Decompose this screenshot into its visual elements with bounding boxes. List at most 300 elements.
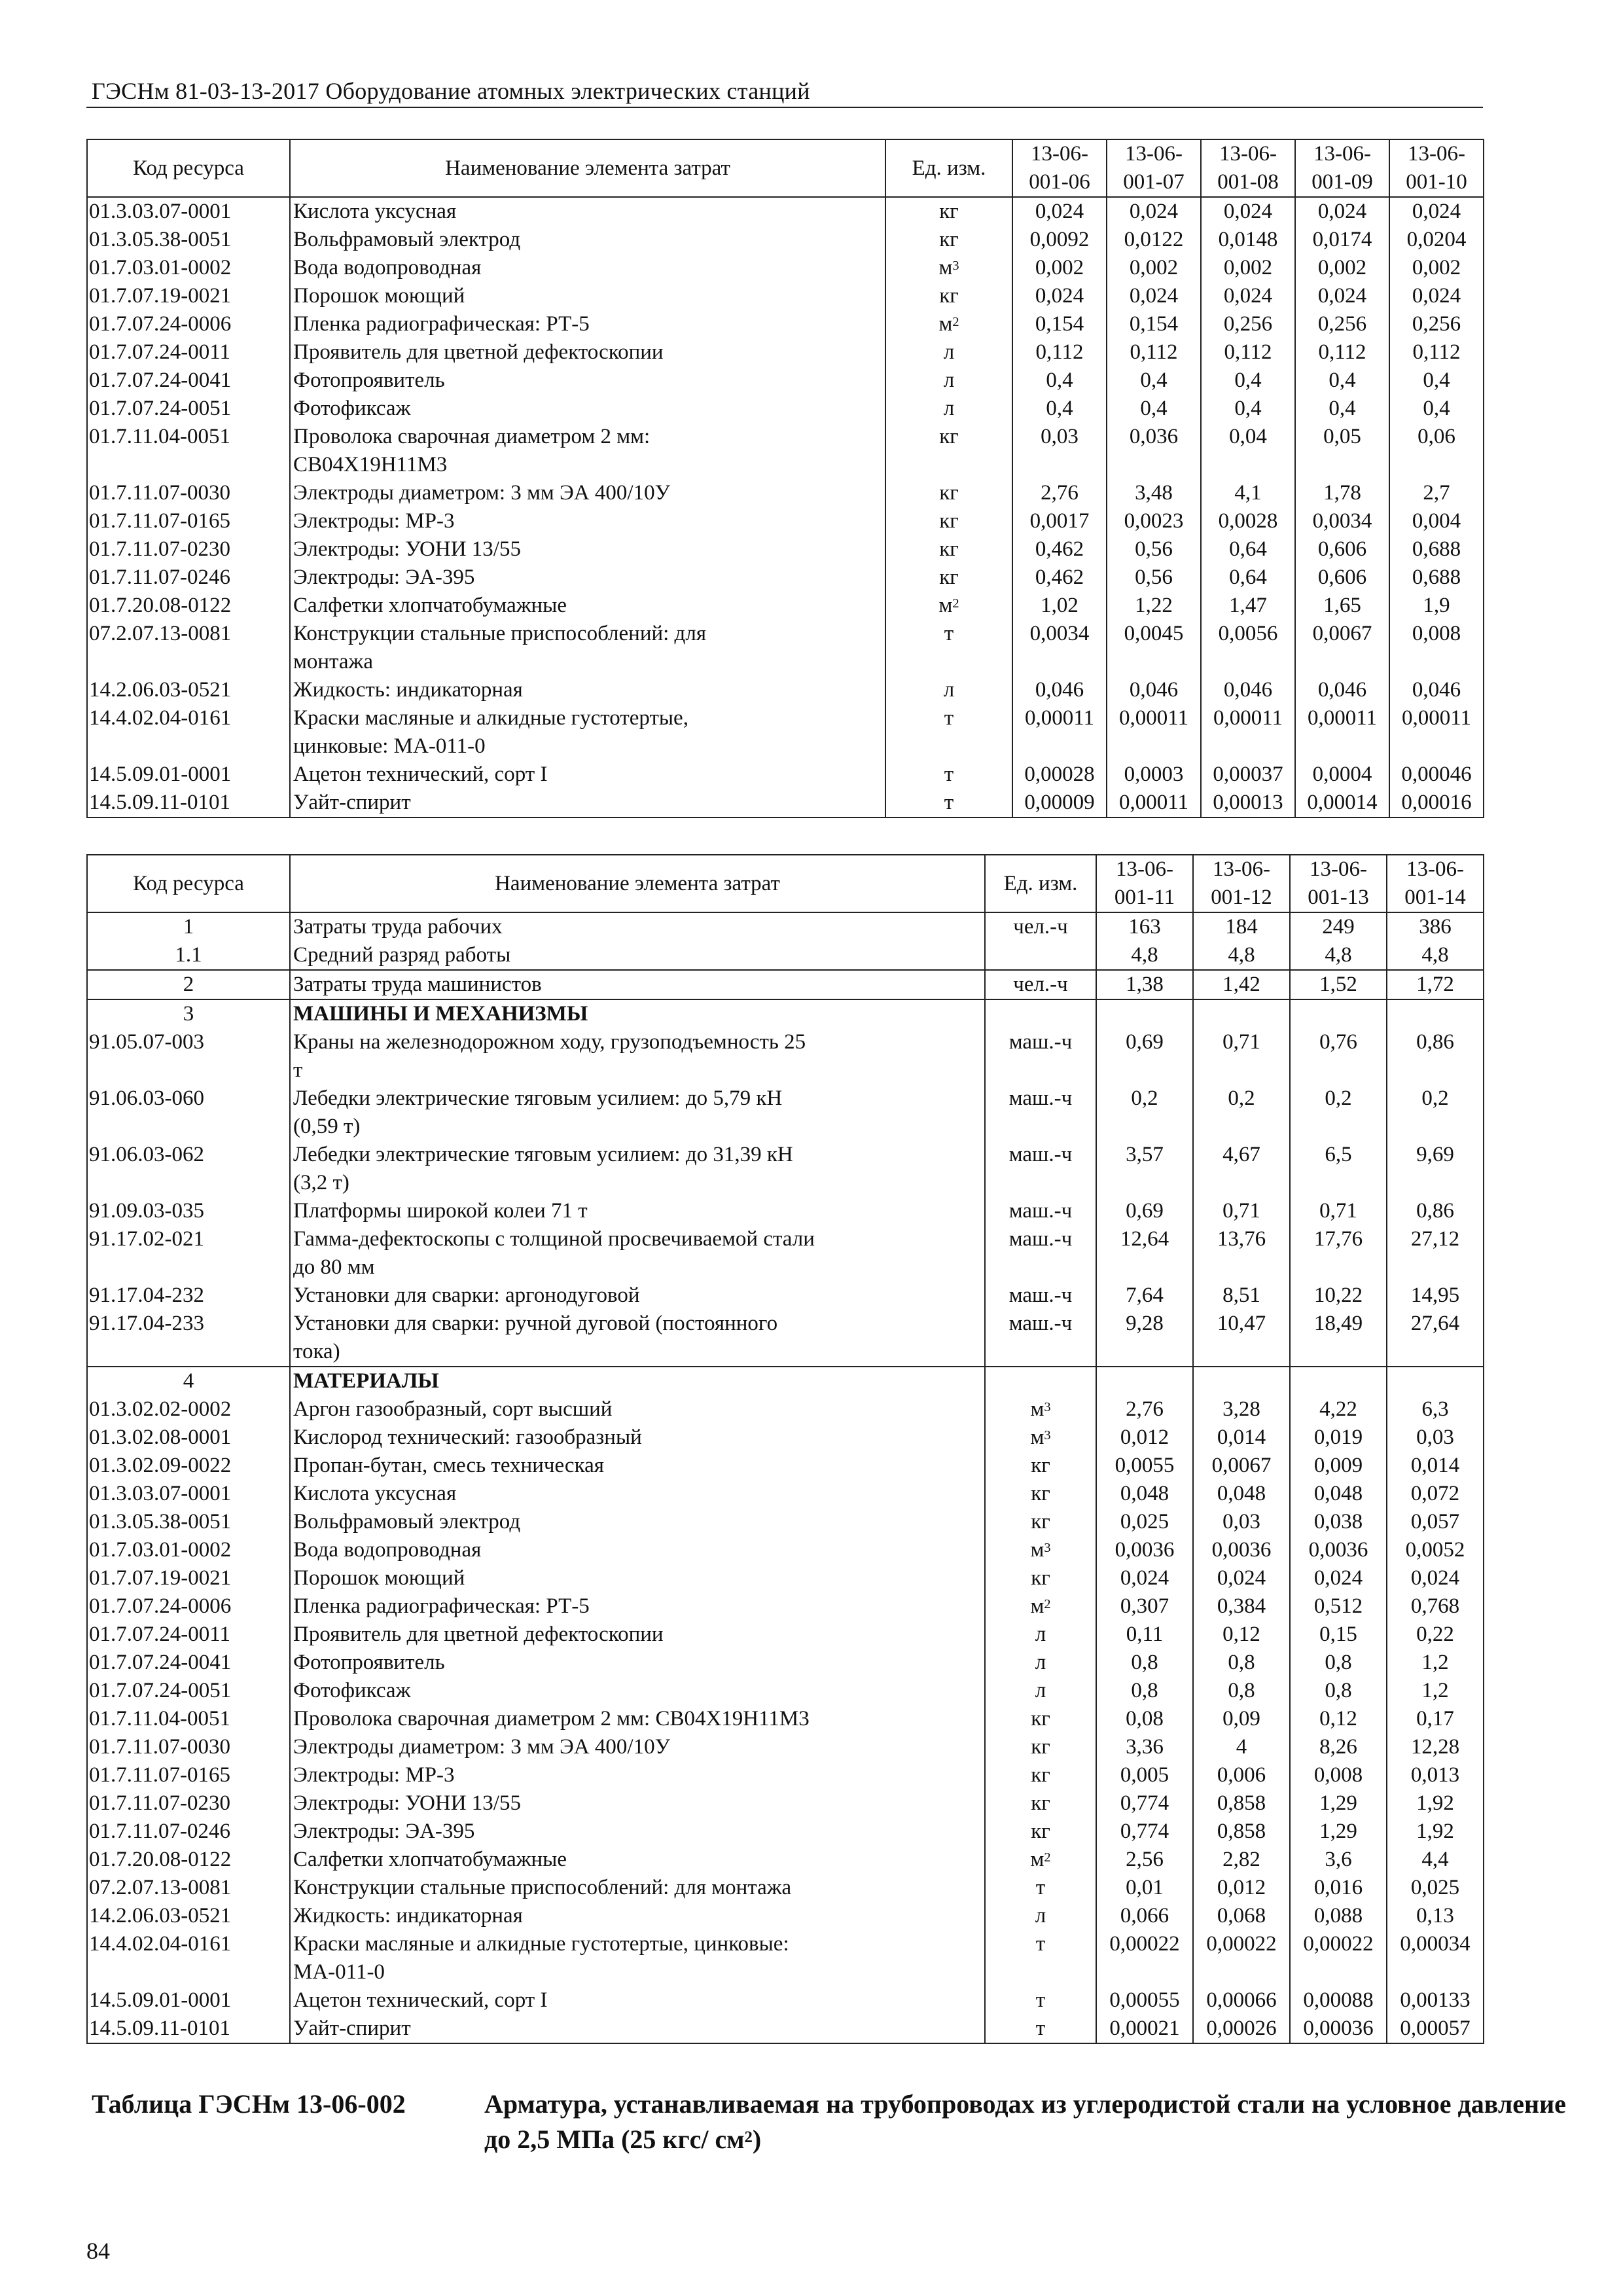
- norm-value: 14,95: [1387, 1282, 1484, 1310]
- norm-value: 0,462: [1012, 535, 1107, 564]
- resource-name: Электроды: МР-3: [290, 1761, 985, 1789]
- table-row: [87, 1789, 1484, 1818]
- norm-value: 0,002: [1389, 254, 1484, 282]
- table-row: [87, 310, 1484, 338]
- resource-table-1: [86, 139, 1484, 818]
- norm-value: 0,072: [1387, 1480, 1484, 1508]
- resource-unit: л: [885, 367, 1012, 395]
- norm-value: 0,86: [1387, 1028, 1484, 1085]
- norm-value: 7,64: [1096, 1282, 1193, 1310]
- resource-unit: $м^3$: [985, 1536, 1096, 1564]
- resource-unit: чел.-ч: [985, 912, 1096, 941]
- resource-code: 14.5.09.11-0101: [87, 2015, 290, 2043]
- norm-value: 0,004: [1389, 507, 1484, 535]
- norm-value: 8,26: [1290, 1733, 1387, 1761]
- header-col: 13-06-001-09: [1295, 139, 1389, 197]
- norm-value: 0,56: [1107, 564, 1201, 592]
- norm-value: 1,52: [1290, 970, 1387, 999]
- resource-code: 01.7.11.04-0051: [87, 423, 290, 479]
- norm-value: 0,08: [1096, 1705, 1193, 1733]
- resource-code: 01.7.07.24-0011: [87, 1621, 290, 1649]
- norm-value: 1,9: [1389, 592, 1484, 620]
- norm-value: 0,774: [1096, 1818, 1193, 1846]
- resource-name: Кислород технический: газообразный: [290, 1424, 985, 1452]
- norm-value: 0,154: [1012, 310, 1107, 338]
- norm-value: 0,15: [1290, 1621, 1387, 1649]
- norm-value: 0,024: [1012, 197, 1107, 226]
- resource-unit: кг: [985, 1508, 1096, 1536]
- norm-value: 10,22: [1290, 1282, 1387, 1310]
- table-row: [87, 1085, 1484, 1141]
- norm-value: 0,024: [1193, 1564, 1290, 1592]
- norm-value: 0,024: [1107, 197, 1201, 226]
- table-row: [87, 1452, 1484, 1480]
- norm-value: 4,1: [1201, 479, 1295, 507]
- resource-name: Фотопроявитель: [290, 367, 885, 395]
- norm-value: 0,002: [1107, 254, 1201, 282]
- norm-value: 9,69: [1387, 1141, 1484, 1197]
- resource-name: Конструкции стальные приспособлений: для монтажа: [290, 1874, 985, 1902]
- resource-unit: $м^3$: [985, 1395, 1096, 1424]
- table-row: [87, 1508, 1484, 1536]
- running-header: ГЭСНм 81-03-13-2017 Оборудование атомных электрических станций: [92, 78, 810, 104]
- norm-value: 0,05: [1295, 423, 1389, 479]
- table-row: [87, 1986, 1484, 2015]
- page-number: 84: [86, 2238, 110, 2264]
- norm-value: 2,7: [1389, 479, 1484, 507]
- norm-value: 1,42: [1193, 970, 1290, 999]
- norm-value: 0,00013: [1201, 789, 1295, 817]
- table-row: [87, 226, 1484, 254]
- resource-code: 91.09.03-035: [87, 1197, 290, 1225]
- norm-value: 0,0055: [1096, 1452, 1193, 1480]
- resource-unit: $м^2$: [885, 592, 1012, 620]
- norm-value: 0,512: [1290, 1592, 1387, 1621]
- norm-value: 0,0067: [1193, 1452, 1290, 1480]
- norm-value: 0,12: [1193, 1621, 1290, 1649]
- resource-unit: кг: [885, 282, 1012, 310]
- norm-value: 0,00055: [1096, 1986, 1193, 2015]
- table-row: [87, 1225, 1484, 1282]
- resource-unit: кг: [885, 479, 1012, 507]
- norm-value: 0,768: [1387, 1592, 1484, 1621]
- resource-unit: маш.-ч: [985, 1225, 1096, 1282]
- resource-name: Салфетки хлопчатобумажные: [290, 592, 885, 620]
- resource-name: Лебедки электрические тяговым усилием: до 5,79 кН (0,59 т): [290, 1085, 985, 1141]
- norm-value: 0,002: [1012, 254, 1107, 282]
- norm-value: 0,11: [1096, 1621, 1193, 1649]
- table-row: [87, 254, 1484, 282]
- resource-name: Порошок моющий: [290, 282, 885, 310]
- norm-value: 184: [1193, 912, 1290, 941]
- table-row: [87, 941, 1484, 970]
- norm-value: 0,8: [1193, 1677, 1290, 1705]
- table-row: [87, 367, 1484, 395]
- norm-value: [1096, 999, 1193, 1028]
- norm-value: 0,0023: [1107, 507, 1201, 535]
- resource-code: 01.7.11.07-0230: [87, 535, 290, 564]
- norm-value: 0,0045: [1107, 620, 1201, 676]
- norm-value: 0,4: [1201, 395, 1295, 423]
- resource-code: 91.17.02-021: [87, 1225, 290, 1282]
- norm-value: 0,057: [1387, 1508, 1484, 1536]
- norm-value: 6,3: [1387, 1395, 1484, 1424]
- norm-value: 1,92: [1387, 1789, 1484, 1818]
- resource-code: 14.5.09.01-0001: [87, 1986, 290, 2015]
- table-row: [87, 507, 1484, 535]
- table-row: [87, 789, 1484, 817]
- resource-unit: кг: [885, 197, 1012, 226]
- norm-value: 4,8: [1387, 941, 1484, 970]
- norm-value: 0,2: [1387, 1085, 1484, 1141]
- resource-name: Электроды: УОНИ 13/55: [290, 535, 885, 564]
- table-row: [87, 1141, 1484, 1197]
- resource-table-2: [86, 854, 1484, 2044]
- table-row: [87, 1282, 1484, 1310]
- resource-unit: кг: [885, 564, 1012, 592]
- resource-name: Вольфрамовый электрод: [290, 1508, 985, 1536]
- resource-code: 01.7.11.07-0165: [87, 507, 290, 535]
- resource-unit: кг: [885, 535, 1012, 564]
- norm-value: 0,0017: [1012, 507, 1107, 535]
- norm-value: 0,86: [1387, 1197, 1484, 1225]
- norm-value: [1387, 999, 1484, 1028]
- norm-value: 0,2: [1290, 1085, 1387, 1141]
- norm-value: 1,38: [1096, 970, 1193, 999]
- norm-value: 0,014: [1387, 1452, 1484, 1480]
- norm-value: 0,03: [1387, 1424, 1484, 1452]
- table-row: [87, 1367, 1484, 1395]
- resource-unit: л: [985, 1649, 1096, 1677]
- norm-value: 0,0034: [1295, 507, 1389, 535]
- resource-name: МАТЕРИАЛЫ: [290, 1367, 985, 1395]
- norm-value: 1,92: [1387, 1818, 1484, 1846]
- table-header-row: [87, 139, 1484, 197]
- resource-name: Электроды: УОНИ 13/55: [290, 1789, 985, 1818]
- header-col: 13-06-001-07: [1107, 139, 1201, 197]
- norm-value: 0,019: [1290, 1424, 1387, 1452]
- norm-value: 0,0204: [1389, 226, 1484, 254]
- norm-value: 0,012: [1193, 1874, 1290, 1902]
- norm-value: 1,47: [1201, 592, 1295, 620]
- resource-name: Лебедки электрические тяговым усилием: до 31,39 кН (3,2 т): [290, 1141, 985, 1197]
- norm-value: 0,0028: [1201, 507, 1295, 535]
- norm-value: 13,76: [1193, 1225, 1290, 1282]
- table-row: [87, 1310, 1484, 1367]
- resource-unit: т: [985, 2015, 1096, 2043]
- norm-value: 1,02: [1012, 592, 1107, 620]
- norm-value: 0,024: [1201, 282, 1295, 310]
- norm-value: 0,76: [1290, 1028, 1387, 1085]
- resource-unit: кг: [985, 1761, 1096, 1789]
- norm-value: 0,0036: [1193, 1536, 1290, 1564]
- norm-value: 4,4: [1387, 1846, 1484, 1874]
- resource-code: 14.4.02.04-0161: [87, 1930, 290, 1986]
- resource-name: Электроды: МР-3: [290, 507, 885, 535]
- norm-value: 0,024: [1295, 197, 1389, 226]
- norm-value: [1290, 1367, 1387, 1395]
- norm-value: 0,606: [1295, 535, 1389, 564]
- resource-name: Установки для сварки: аргонодуговой: [290, 1282, 985, 1310]
- header-rule: [86, 107, 1483, 108]
- table-row: [87, 620, 1484, 676]
- norm-value: 0,005: [1096, 1761, 1193, 1789]
- resource-unit: кг: [985, 1452, 1096, 1480]
- norm-value: 0,036: [1107, 423, 1201, 479]
- resource-name: Затраты труда рабочих: [290, 912, 985, 941]
- norm-value: [1193, 999, 1290, 1028]
- norm-value: 0,71: [1193, 1028, 1290, 1085]
- resource-code: 01.7.07.24-0051: [87, 395, 290, 423]
- norm-value: 0,384: [1193, 1592, 1290, 1621]
- table-row: [87, 761, 1484, 789]
- norm-value: 4,8: [1193, 941, 1290, 970]
- norm-value: 0,00028: [1012, 761, 1107, 789]
- norm-value: 0,002: [1201, 254, 1295, 282]
- norm-value: 0,006: [1193, 1761, 1290, 1789]
- table-row: [87, 1761, 1484, 1789]
- resource-unit: кг: [985, 1564, 1096, 1592]
- resource-code: 4: [87, 1367, 290, 1395]
- resource-code: 01.3.05.38-0051: [87, 226, 290, 254]
- header-col: 13-06-001-11: [1096, 855, 1193, 912]
- norm-value: 0,0148: [1201, 226, 1295, 254]
- resource-code: 2: [87, 970, 290, 999]
- norm-value: 6,5: [1290, 1141, 1387, 1197]
- resource-name: Вода водопроводная: [290, 254, 885, 282]
- resource-unit: л: [885, 338, 1012, 367]
- norm-value: 0,024: [1107, 282, 1201, 310]
- norm-value: 0,00022: [1290, 1930, 1387, 1986]
- norm-value: 0,4: [1012, 367, 1107, 395]
- resource-name: Фотофиксаж: [290, 1677, 985, 1705]
- resource-code: 01.7.03.01-0002: [87, 254, 290, 282]
- table-row: [87, 1197, 1484, 1225]
- resource-name: Гамма-дефектоскопы с толщиной просвечиваемой стали до 80 мм: [290, 1225, 985, 1282]
- resource-code: 01.7.07.24-0011: [87, 338, 290, 367]
- norm-value: 0,64: [1201, 564, 1295, 592]
- norm-value: 3,6: [1290, 1846, 1387, 1874]
- resource-name: Уайт-спирит: [290, 2015, 985, 2043]
- resource-code: 01.7.07.19-0021: [87, 1564, 290, 1592]
- norm-value: 0,8: [1096, 1677, 1193, 1705]
- norm-value: 1,78: [1295, 479, 1389, 507]
- norm-value: 0,024: [1290, 1564, 1387, 1592]
- resource-name: Уайт-спирит: [290, 789, 885, 817]
- norm-value: 0,008: [1290, 1761, 1387, 1789]
- norm-value: 0,112: [1201, 338, 1295, 367]
- norm-value: 0,112: [1012, 338, 1107, 367]
- norm-value: 12,28: [1387, 1733, 1484, 1761]
- table-row: [87, 1874, 1484, 1902]
- resource-name: Краны на железнодорожном ходу, грузоподъемность 25 т: [290, 1028, 985, 1085]
- norm-value: 0,00066: [1193, 1986, 1290, 2015]
- norm-value: 0,088: [1290, 1902, 1387, 1930]
- table-row: [87, 704, 1484, 761]
- table-row: [87, 1677, 1484, 1705]
- resource-code: 3: [87, 999, 290, 1028]
- norm-value: 0,00009: [1012, 789, 1107, 817]
- norm-value: 0,8: [1096, 1649, 1193, 1677]
- resource-unit: [985, 1367, 1096, 1395]
- resource-code: 14.2.06.03-0521: [87, 1902, 290, 1930]
- resource-code: 01.7.20.08-0122: [87, 1846, 290, 1874]
- resource-code: 91.06.03-062: [87, 1141, 290, 1197]
- norm-value: [1193, 1367, 1290, 1395]
- norm-value: 0,046: [1201, 676, 1295, 704]
- resource-unit: кг: [885, 507, 1012, 535]
- norm-value: 0,013: [1387, 1761, 1484, 1789]
- norm-value: 0,8: [1290, 1677, 1387, 1705]
- resource-name: Платформы широкой колеи 71 т: [290, 1197, 985, 1225]
- norm-value: 0,024: [1012, 282, 1107, 310]
- resource-name: Краски масляные и алкидные густотертые, цинковые: МА-011-0: [290, 704, 885, 761]
- norm-value: 0,00057: [1387, 2015, 1484, 2043]
- header-col: 13-06-001-12: [1193, 855, 1290, 912]
- resource-unit: чел.-ч: [985, 970, 1096, 999]
- norm-value: 1,72: [1387, 970, 1484, 999]
- norm-value: 0,0036: [1096, 1536, 1193, 1564]
- resource-code: 01.3.03.07-0001: [87, 197, 290, 226]
- resource-name: Фотопроявитель: [290, 1649, 985, 1677]
- table-row: [87, 970, 1484, 999]
- norm-value: 17,76: [1290, 1225, 1387, 1282]
- norm-value: 0,112: [1389, 338, 1484, 367]
- norm-value: 0,00016: [1389, 789, 1484, 817]
- norm-value: 0,4: [1295, 367, 1389, 395]
- norm-value: 0,0036: [1290, 1536, 1387, 1564]
- resource-code: 07.2.07.13-0081: [87, 1874, 290, 1902]
- header-col: 13-06-001-14: [1387, 855, 1484, 912]
- resource-name: Пленка радиографическая: РТ-5: [290, 1592, 985, 1621]
- resource-code: 1.1: [87, 941, 290, 970]
- resource-code: 01.7.07.24-0041: [87, 367, 290, 395]
- table-row: [87, 676, 1484, 704]
- resource-name: Установки для сварки: ручной дуговой (постоянного тока): [290, 1310, 985, 1367]
- header-col: 13-06-001-08: [1201, 139, 1295, 197]
- resource-name: МАШИНЫ И МЕХАНИЗМЫ: [290, 999, 985, 1028]
- resource-code: 01.7.11.04-0051: [87, 1705, 290, 1733]
- norm-value: 0,4: [1389, 367, 1484, 395]
- table-row: [87, 1902, 1484, 1930]
- table-row: [87, 564, 1484, 592]
- norm-value: 0,2: [1193, 1085, 1290, 1141]
- norm-value: 0,688: [1389, 535, 1484, 564]
- norm-value: 12,64: [1096, 1225, 1193, 1282]
- norm-value: 0,2: [1096, 1085, 1193, 1141]
- resource-code: 07.2.07.13-0081: [87, 620, 290, 676]
- norm-value: 0,112: [1107, 338, 1201, 367]
- norm-value: 0,00011: [1295, 704, 1389, 761]
- resource-code: 91.17.04-232: [87, 1282, 290, 1310]
- resource-name: Затраты труда машинистов: [290, 970, 985, 999]
- norm-value: 0,0067: [1295, 620, 1389, 676]
- resource-name: Пропан-бутан, смесь техническая: [290, 1452, 985, 1480]
- resource-unit: $м^2$: [985, 1846, 1096, 1874]
- resource-unit: кг: [885, 423, 1012, 479]
- table-row: [87, 338, 1484, 367]
- norm-value: 3,36: [1096, 1733, 1193, 1761]
- resource-unit: т: [985, 1930, 1096, 1986]
- norm-value: 0,0174: [1295, 226, 1389, 254]
- resource-code: 01.3.02.09-0022: [87, 1452, 290, 1480]
- header-unit: Ед. изм.: [885, 139, 1012, 197]
- resource-code: 14.5.09.01-0001: [87, 761, 290, 789]
- resource-code: 91.06.03-060: [87, 1085, 290, 1141]
- resource-name: Проявитель для цветной дефектоскопии: [290, 1621, 985, 1649]
- norm-value: 0,00011: [1107, 704, 1201, 761]
- table-row: [87, 395, 1484, 423]
- table-row: [87, 479, 1484, 507]
- norm-value: 0,00037: [1201, 761, 1295, 789]
- resource-name: Салфетки хлопчатобумажные: [290, 1846, 985, 1874]
- resource-name: Пленка радиографическая: РТ-5: [290, 310, 885, 338]
- resource-code: 01.7.03.01-0002: [87, 1536, 290, 1564]
- norm-value: 0,009: [1290, 1452, 1387, 1480]
- norm-value: 0,00036: [1290, 2015, 1387, 2043]
- table-row: [87, 1930, 1484, 1986]
- resource-code: 01.3.02.02-0002: [87, 1395, 290, 1424]
- resource-code: 01.3.03.07-0001: [87, 1480, 290, 1508]
- resource-name: Проявитель для цветной дефектоскопии: [290, 338, 885, 367]
- norm-value: 0,024: [1096, 1564, 1193, 1592]
- norm-value: 0,0092: [1012, 226, 1107, 254]
- norm-value: [1096, 1367, 1193, 1395]
- table-row: [87, 1564, 1484, 1592]
- resource-code: 14.5.09.11-0101: [87, 789, 290, 817]
- resource-unit: маш.-ч: [985, 1141, 1096, 1197]
- norm-value: 0,4: [1107, 395, 1201, 423]
- norm-value: 0,024: [1389, 282, 1484, 310]
- norm-value: 4,22: [1290, 1395, 1387, 1424]
- norm-value: 2,56: [1096, 1846, 1193, 1874]
- norm-value: 163: [1096, 912, 1193, 941]
- resource-code: 01.7.11.07-0030: [87, 1733, 290, 1761]
- norm-value: 10,47: [1193, 1310, 1290, 1367]
- norm-value: 0,048: [1290, 1480, 1387, 1508]
- norm-value: 3,48: [1107, 479, 1201, 507]
- norm-value: 0,068: [1193, 1902, 1290, 1930]
- resource-code: 01.7.11.07-0246: [87, 564, 290, 592]
- norm-value: 0,04: [1201, 423, 1295, 479]
- norm-value: 18,49: [1290, 1310, 1387, 1367]
- norm-value: 0,71: [1290, 1197, 1387, 1225]
- resource-code: 01.3.02.08-0001: [87, 1424, 290, 1452]
- resource-unit: т: [885, 704, 1012, 761]
- norm-value: 249: [1290, 912, 1387, 941]
- norm-value: 0,048: [1193, 1480, 1290, 1508]
- norm-value: 0,046: [1107, 676, 1201, 704]
- resource-unit: л: [985, 1902, 1096, 1930]
- norm-value: 0,71: [1193, 1197, 1290, 1225]
- resource-unit: маш.-ч: [985, 1282, 1096, 1310]
- norm-value: 0,008: [1389, 620, 1484, 676]
- norm-value: 2,76: [1096, 1395, 1193, 1424]
- table-row: [87, 1480, 1484, 1508]
- resource-unit: т: [885, 761, 1012, 789]
- resource-code: 1: [87, 912, 290, 941]
- norm-value: 0,307: [1096, 1592, 1193, 1621]
- table-row: [87, 592, 1484, 620]
- norm-value: 0,00021: [1096, 2015, 1193, 2043]
- norm-value: 0,774: [1096, 1789, 1193, 1818]
- resource-code: 14.2.06.03-0521: [87, 676, 290, 704]
- resource-code: 01.3.05.38-0051: [87, 1508, 290, 1536]
- norm-value: 0,64: [1201, 535, 1295, 564]
- norm-value: 0,025: [1096, 1508, 1193, 1536]
- norm-value: 0,048: [1096, 1480, 1193, 1508]
- norm-value: 0,56: [1107, 535, 1201, 564]
